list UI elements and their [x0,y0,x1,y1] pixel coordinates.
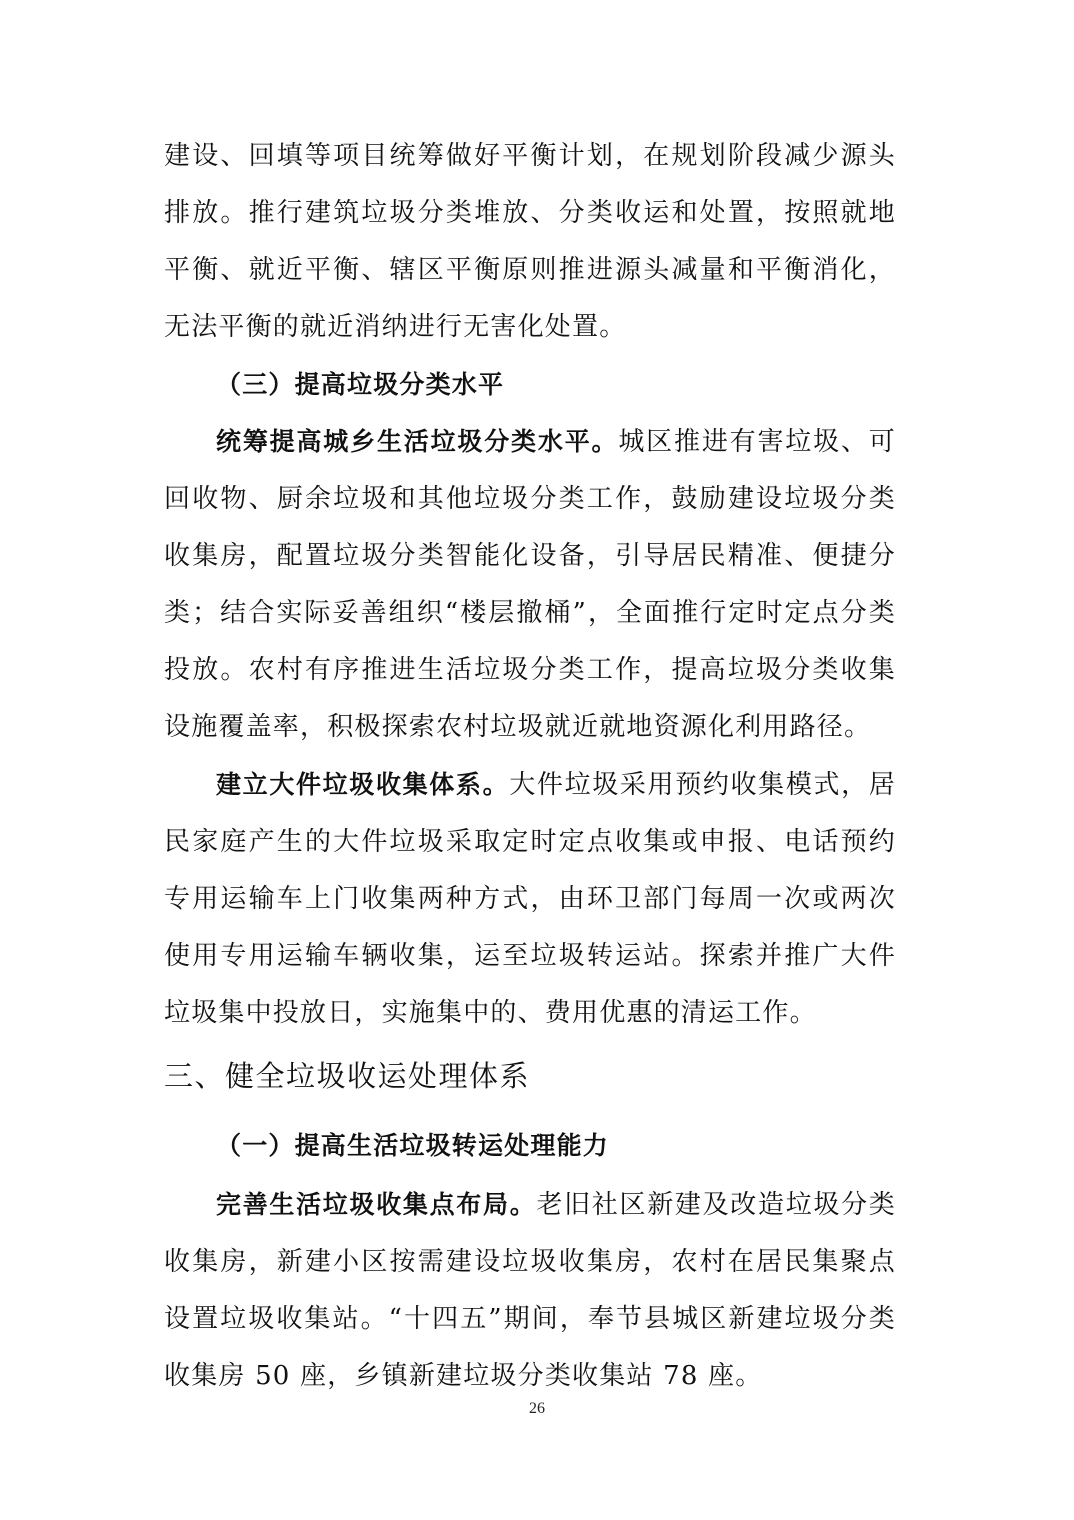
section-heading-3: （三）提高垃圾分类水平 [216,370,505,399]
paragraph-bulky-waste [164,756,896,1042]
text-block-upper [164,128,896,1042]
paragraph-continuation: 建设、回填等项目统筹做好平衡计划，在规划阶段减少源头排放。推行建筑垃圾分类堆放、分类收运和处置，按照就地平衡、就近平衡、辖区平衡原则推进源头减量和平衡消化，无法平衡的就近消纳进行无害化处置。 [164,141,896,342]
text-block-lower [164,1036,896,1405]
paragraph-lead: 统筹提高城乡生活垃圾分类水平。 [216,427,619,456]
section-heading-1: （一）提高生活垃圾转运处理能力 [216,1131,610,1160]
chapter-heading: 三、健全垃圾收运处理体系 [164,1059,531,1093]
paragraph-body: 大件垃圾采用预约收集模式，居民家庭产生的大件垃圾采取定时定点收集或申报、电话预约专用运输车上门收集两种方式，由环卫部门每周一次或两次使用专用运输车辆收集，运至垃圾转运站。探索并推广大件垃圾集中投放日，实施集中的、费用优惠的清运工作。 [164,770,897,1028]
paragraph-collection-points [164,1176,896,1405]
page-number: 26 [529,1400,545,1417]
paragraph-lead: 完善生活垃圾收集点布局。 [216,1190,537,1219]
paragraph-body: 老旧社区新建及改造垃圾分类收集房，新建小区按需建设垃圾收集房，农村在居民集聚点设置垃圾收集站。“十四五”期间，奉节县城区新建垃圾分类收集房 50 座，乡镇新建垃圾分类收集站 78 座。 [164,1190,896,1391]
paragraph-classification [164,413,896,756]
paragraph-lead: 建立大件垃圾收集体系。 [216,770,510,799]
paragraph-body: 城区推进有害垃圾、可回收物、厨余垃圾和其他垃圾分类工作，鼓励建设垃圾分类收集房，配置垃圾分类智能化设备，引导居民精准、便捷分类；结合实际妥善组织“楼层撤桶”，全面推行定时定点分类投放。农村有序推进生活垃圾分类工作，提高垃圾分类收集设施覆盖率，积极探索农村垃圾就近就地资源化利用路径。 [164,427,896,742]
